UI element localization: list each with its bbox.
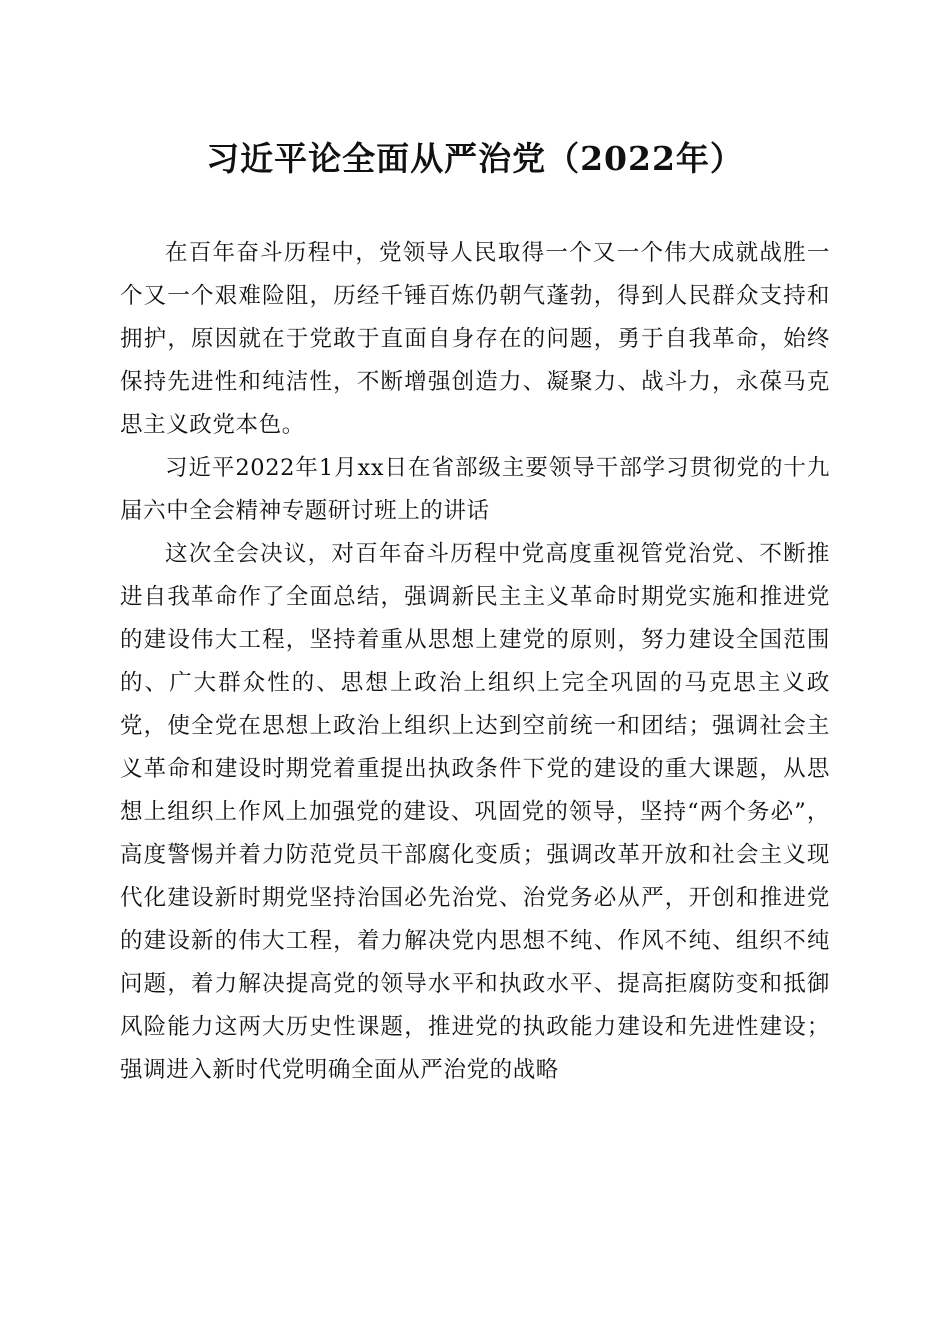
document-body bbox=[120, 232, 830, 1092]
paragraph-source: 习近平2022年1月xx日在省部级主要领导干部学习贯彻党的十九届六中全会精神专题研讨班上的讲话 bbox=[120, 455, 830, 524]
paragraph-intro: 在百年奋斗历程中，党领导人民取得一个又一个伟大成就战胜一个又一个艰难险阻，历经千锤百炼仍朝气蓬勃，得到人民群众支持和拥护，原因就在于党敢于直面自身存在的问题，勇于自我革命，始终保持先进性和纯洁性，不断增强创造力、凝聚力、战斗力，永葆马克思主义政党本色。 bbox=[120, 240, 830, 438]
paragraph-main: 这次全会决议，对百年奋斗历程中党高度重视管党治党、不断推进自我革命作了全面总结，强调新民主主义革命时期党实施和推进党的建设伟大工程，坚持着重从思想上建党的原则，努力建设全国范围的、广大群众性的、思想上政治上组织上完全巩固的马克思主义政党，使全党在思想上政治上组织上达到空前统一和团结；强调社会主义革命和建设时期党着重提出执政条件下党的建设的重大课题，从思想上组织上作风上加强党的建设、巩固党的领导，坚持“两个务必”，高度警惕并着力防范党员干部腐化变质；强调改革开放和社会主义现代化建设新时期党坚持治国必先治党、治党务必从严，开创和推进党的建设新的伟大工程，着力解决党内思想不纯、作风不纯、组织不纯问题，着力解决提高党的领导水平和执政水平、提高拒腐防变和抵御风险能力这两大历史性课题，推进党的执政能力建设和先进性建设；强调进入新时代党明确全面从严治党的战略 bbox=[120, 541, 830, 1083]
document-title: 习近平论全面从严治党（2022年） bbox=[206, 139, 744, 178]
